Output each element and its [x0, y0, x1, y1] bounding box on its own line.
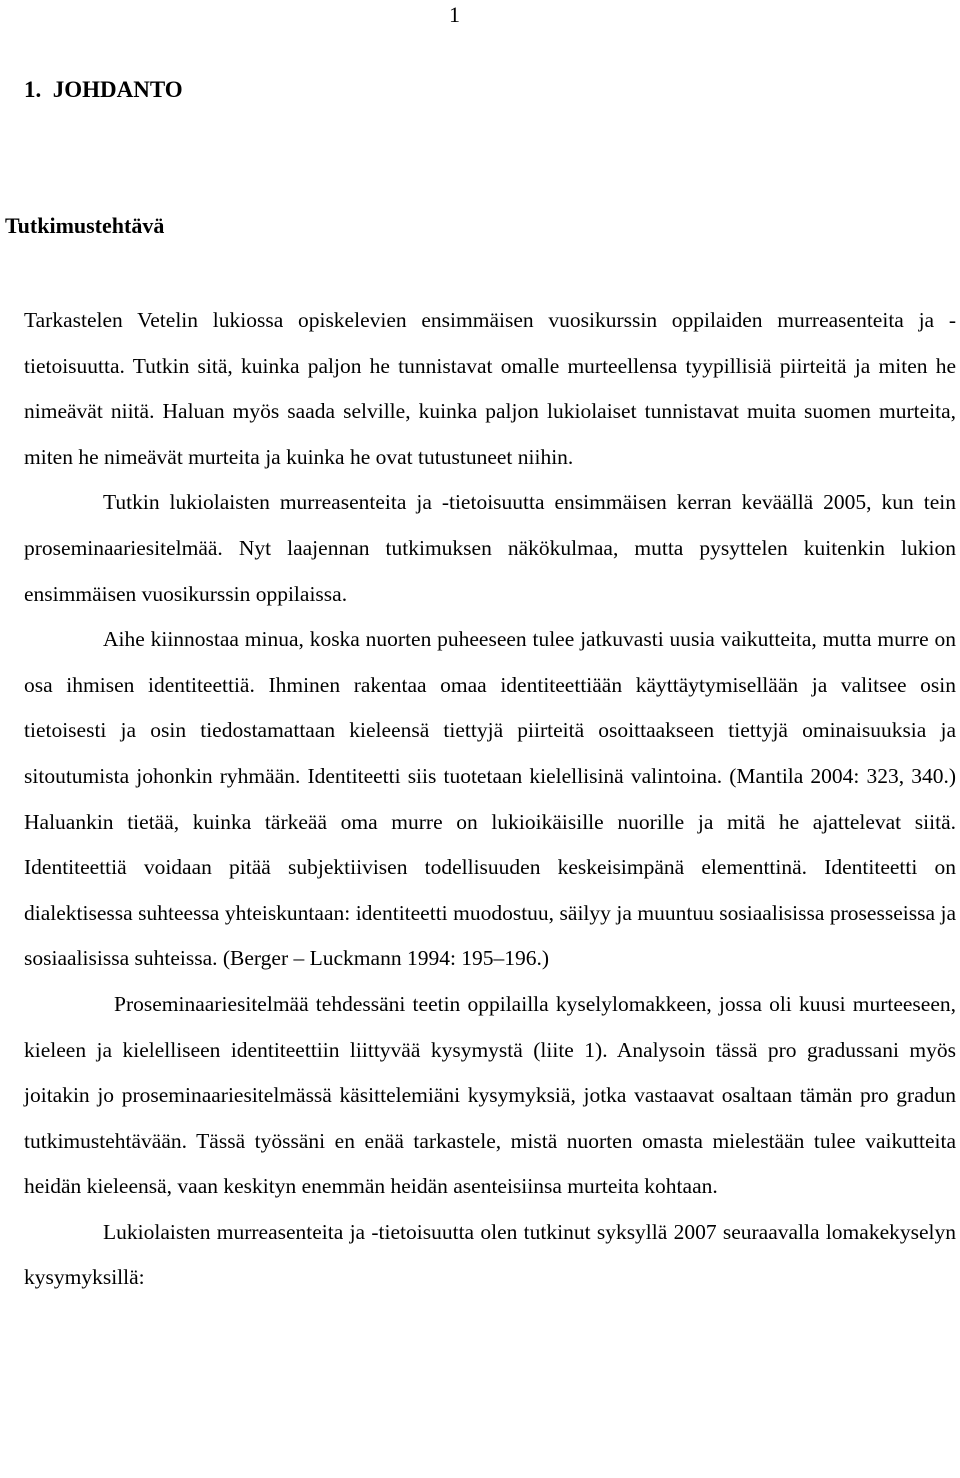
paragraph-3: Aihe kiinnostaa minua, koska nuorten puheeseen tulee jatkuvasti uusia vaikutteita, mutta murre on osa ihmisen identiteettiä. Ihminen rakentaa omaa identiteettiään käyttäytymisellään ja valitsee osin tietoisesti ja osin tiedostamattaan kieleensä tiettyjä piirteitä osoittaakseen tiettyjä ominaisuuksia ja sitoutumista johonkin ryhmään. Identiteetti siis tuotetaan kielellisinä valintoina. (Mantila 2004: 323, 340.) Haluankin tietää, kuinka tärkeää oma murre on lukioikäisille nuorille ja mitä he ajattelevat siitä. Identiteettiä voidaan pitää subjektiivisen todellisuuden keskeisimpänä elementtinä. Identiteetti on dialektisessa suhteessa yhteiskuntaan: identiteetti muodostuu, säilyy ja muuntuu sosiaalisissa prosesseissa ja sosiaalisissa suhteissa. (Berger – Luckmann 1994: 195–196.)	[24, 627, 956, 971]
paragraph-1: Tarkastelen Vetelin lukiossa opiskelevien ensimmäisen vuosikurssin oppilaiden murreasenteita ja -tietoisuutta. Tutkin sitä, kuinka paljon he tunnistavat omalle murteellensa tyypillisiä piirteitä ja miten he nimeävät niitä. Haluan myös saada selville, kuinka paljon lukiolaiset tunnistavat muita suomen murteita, miten he nimeävät murteita ja kuinka he ovat tutustuneet niihin.	[24, 308, 956, 469]
paragraph-2: Tutkin lukiolaisten murreasenteita ja -tietoisuutta ensimmäisen kerran keväällä 2005, kun tein proseminaariesitelmää. Nyt laajennan tutkimuksen näkökulmaa, mutta pysyttelen kuitenkin lukion ensimmäisen vuosikurssin oppilaissa.	[24, 490, 956, 606]
section-title: Tutkimustehtävä	[5, 213, 165, 238]
page-number: 1	[449, 2, 460, 27]
paragraph-4: Proseminaariesitelmää tehdessäni teetin oppilailla kyselylomakkeen, jossa oli kuusi murteeseen, kieleen ja kielelliseen identiteettiin liittyvää kysymystä (liite 1). Analysoin tässä pro gradussani myös joitakin jo proseminaariesitelmässä käsittelemiäni kysymyksiä, jotka vastaavat osaltaan tämän pro gradun tutkimustehtävään. Tässä työssäni en enää tarkastele, mistä nuorten omasta mielestään tulee vaikutteita heidän kieleensä, vaan keskityn enemmän heidän asenteisiinsa murteita kohtaan.	[24, 991, 956, 1199]
body-text	[24, 298, 956, 1301]
paragraph-5: Lukiolaisten murreasenteita ja -tietoisuutta olen tutkinut syksyllä 2007 seuraavalla lomakekyselyn kysymyksillä:	[24, 1219, 956, 1290]
chapter-title: 1. JOHDANTO	[24, 77, 183, 102]
